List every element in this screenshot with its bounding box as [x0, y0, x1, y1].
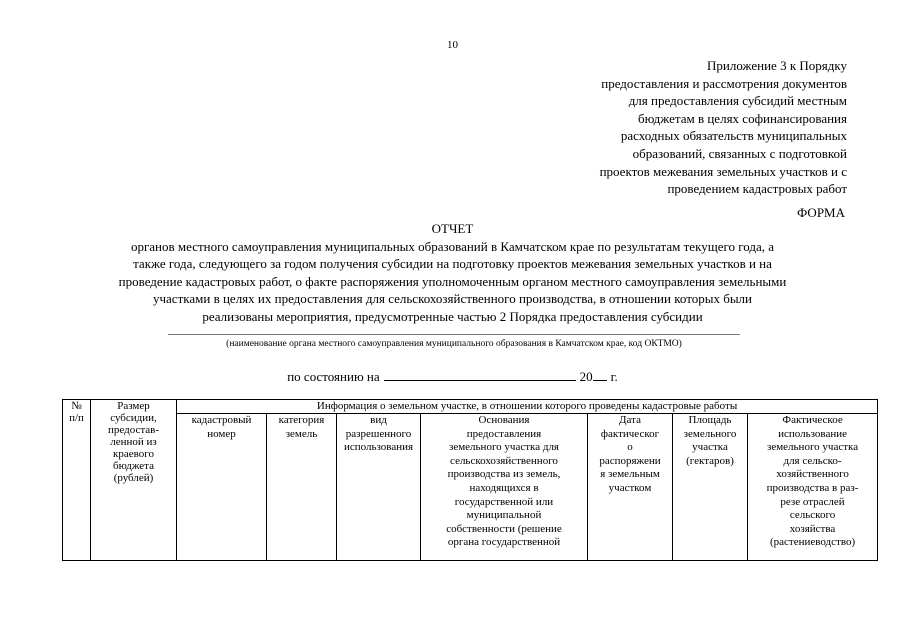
header-line: земельного	[683, 427, 737, 440]
header-line: о	[627, 441, 633, 454]
col-subsidy-header	[91, 400, 177, 561]
header-line: (рублей)	[113, 472, 154, 484]
year-field[interactable]	[593, 368, 607, 381]
header-line: использования	[343, 441, 414, 454]
col-area-header	[673, 414, 748, 561]
header-line: участком	[608, 481, 652, 494]
subtitle-line: проведение кадастровых работ, о факте распоряжения уполномоченным органом местного самоуправления земельными	[118, 273, 787, 289]
header-line: (гектаров)	[686, 454, 734, 467]
header-line: кадастровый	[191, 414, 252, 426]
header-line: номер	[207, 427, 236, 440]
header-line: субсидии,	[110, 412, 157, 424]
subtitle-line: участками в целях их предоставления для сельскохозяйственного производства, в отношении которых были	[153, 291, 752, 307]
header-line: находящихся в	[469, 481, 539, 494]
as-of-date-line	[0, 368, 905, 385]
header-line: бюджета	[112, 460, 154, 472]
header-line: участка	[692, 441, 728, 454]
header-line: вид	[370, 414, 387, 426]
document-title: ОТЧЕТ	[431, 221, 474, 236]
page-number: 10	[447, 39, 458, 51]
appendix-line: образований, связанных с подготовкой	[632, 145, 847, 161]
appendix-line: бюджетам в целях софинансирования	[638, 110, 847, 126]
header-line: предоставления	[466, 427, 542, 440]
header-line: государственной или	[454, 495, 554, 508]
header-line: ленной из	[110, 436, 157, 448]
appendix-line: для предоставления субсидий местным	[628, 93, 847, 109]
header-line: категория	[278, 414, 325, 426]
appendix-line: Приложение 3 к Порядку	[707, 58, 847, 73]
header-line: муниципальной	[466, 509, 542, 522]
subtitle-line: реализованы мероприятия, предусмотренные частью 2 Порядка предоставления субсидии	[202, 308, 703, 324]
header-line: производства из земель,	[447, 468, 561, 481]
col-number-header	[63, 400, 91, 561]
appendix-line: проектов межевания земельных участков и с	[599, 163, 847, 179]
header-line: резе отраслей	[780, 495, 845, 508]
header-line: распоряжени	[599, 454, 661, 467]
header-line: фактическог	[600, 427, 660, 440]
header-line: земельного участка для	[448, 441, 559, 454]
header-line: хозяйственного	[776, 468, 849, 481]
col-disposal-date-header	[588, 414, 673, 561]
header-line: земельного участка	[766, 441, 859, 454]
header-line: п/п	[69, 412, 84, 424]
header-line: предостав-	[107, 424, 160, 436]
header-line: Размер	[117, 400, 150, 412]
year-prefix: 20	[579, 369, 593, 384]
header-line: краевого	[113, 448, 154, 460]
document-subtitle	[50, 238, 855, 325]
header-line: органа государственной	[447, 536, 561, 549]
col-actual-use-header	[748, 414, 878, 561]
date-field[interactable]	[384, 368, 576, 381]
header-line: Дата	[619, 414, 641, 426]
header-line: разрешенного	[345, 427, 412, 440]
header-line: Основания	[478, 414, 530, 426]
org-name-caption: (наименование органа местного самоуправления муниципального образования в Камчатском крае, код ОКТМО)	[226, 339, 682, 349]
subtitle-line: органов местного самоуправления муниципальных образований в Камчатском крае по результатам текущего года, а	[130, 239, 775, 254]
header-line: земель	[285, 427, 318, 440]
land-info-group-header: Информация о земельном участке, в отношении которого проведены кадастровые работы	[177, 400, 878, 414]
appendix-header	[517, 57, 847, 198]
header-line: собственности (решение	[446, 522, 562, 535]
appendix-line: предоставления и рассмотрения документов	[601, 75, 847, 91]
header-line: сельского	[789, 509, 836, 522]
header-line: производства в раз-	[766, 481, 859, 494]
as-of-suffix: г.	[610, 369, 618, 384]
col-land-category-header	[267, 414, 337, 561]
col-permitted-use-header	[337, 414, 421, 561]
form-label: ФОРМА	[797, 205, 845, 220]
appendix-line: расходных обязательств муниципальных	[620, 128, 847, 144]
col-cadastral-number-header	[177, 414, 267, 561]
header-line: я земельным	[600, 468, 660, 481]
appendix-line: проведением кадастровых работ	[667, 181, 847, 197]
header-line: Площадь	[688, 414, 732, 426]
header-line: №	[71, 400, 82, 412]
org-name-field[interactable]	[168, 334, 740, 335]
header-line: (растениеводство)	[769, 536, 856, 549]
header-line: использование	[778, 427, 847, 440]
as-of-prefix: по состоянию на	[287, 369, 380, 384]
header-line: хозяйства	[789, 522, 836, 535]
subtitle-line: также года, следующего за годом получения субсидии на подготовку проектов межевания земельных участков и на	[133, 256, 772, 272]
report-table	[62, 399, 878, 561]
header-line: для сельско-	[783, 454, 842, 467]
header-line: Фактическое	[782, 414, 843, 426]
col-grounds-header	[421, 414, 588, 561]
header-line: сельскохозяйственного	[450, 454, 558, 467]
